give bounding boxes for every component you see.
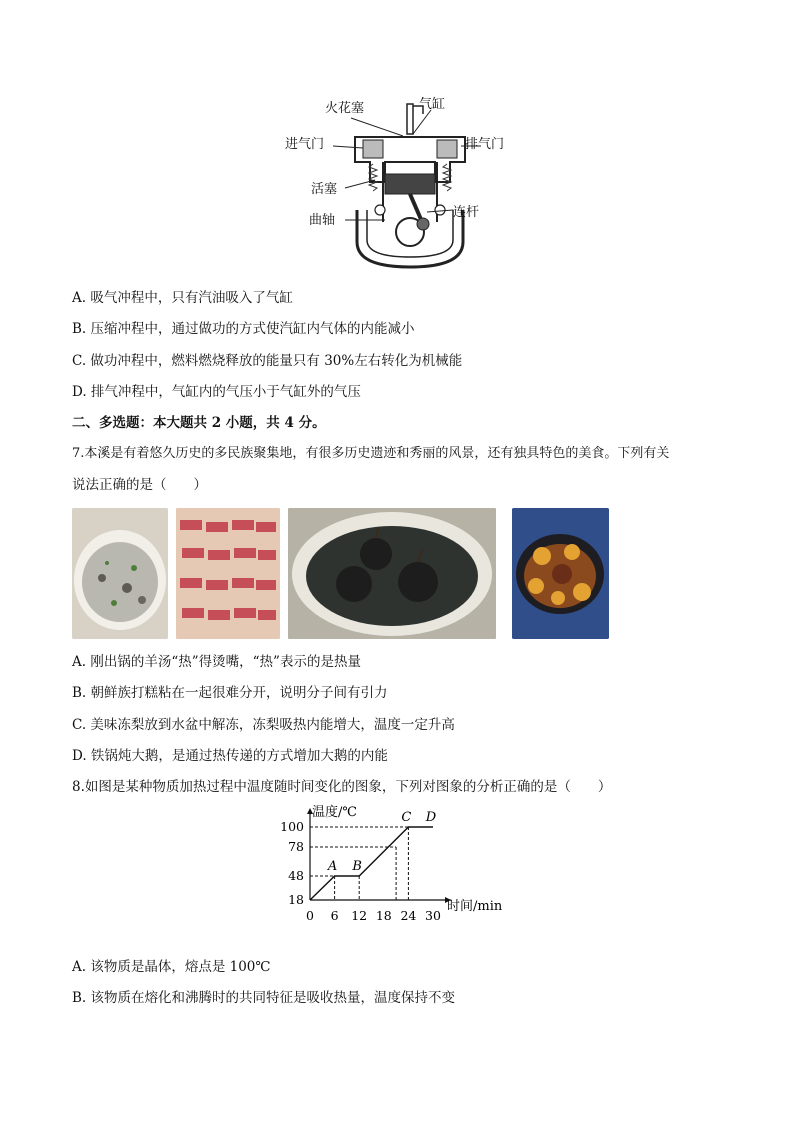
photo-mutton-soup <box>72 508 168 639</box>
q6-option-c: C. 做功冲程中，燃料燃烧释放的能量只有 30%左右转化为机械能 <box>72 353 463 369</box>
q6-option-b: B. 压缩冲程中，通过做功的方式使汽缸内气体的内能减小 <box>72 321 415 337</box>
section-title: 二、多选题：本大题共 2 小题，共 4 分。 <box>72 415 326 431</box>
label-intake-valve: 进气门 <box>285 137 325 152</box>
q6-option-d: D. 排气冲程中，气缸内的气压小于气缸外的气压 <box>72 384 361 400</box>
label-spark-plug: 火花塞 <box>325 101 365 116</box>
point-label-a: A <box>327 859 338 874</box>
x-tick-label: 24 <box>400 908 417 923</box>
q8-stem: 8.如图是某种物质加热过程中温度随时间变化的图象，下列对图象的分析正确的是（ ） <box>72 779 612 795</box>
point-label-d: D <box>425 810 437 825</box>
chart-svg <box>278 800 518 930</box>
y-axis-label: 温度/℃ <box>312 805 357 820</box>
q7-option-a: A. 刚出锅的羊汤“热”得烫嘴，“热”表示的是热量 <box>72 654 361 670</box>
y-tick-label: 100 <box>280 819 304 834</box>
y-tick-label: 48 <box>288 868 304 883</box>
q7-option-d: D. 铁锅炖大鹅，是通过热传递的方式增加大鹅的内能 <box>72 748 388 764</box>
q7-option-b: B. 朝鲜族打糕粘在一起很难分开，说明分子间有引力 <box>72 685 388 701</box>
label-crankshaft: 曲轴 <box>309 213 336 228</box>
engine-figure <box>285 92 525 272</box>
photo-frozen-pears <box>288 508 496 639</box>
x-axis-label: 时间/min <box>447 899 503 914</box>
x-tick-label: 30 <box>425 908 441 923</box>
x-tick-label: 6 <box>330 908 339 923</box>
photo-rice-cake <box>176 508 280 639</box>
point-label-c: C <box>401 810 412 825</box>
photo-iron-pot-goose <box>512 508 609 639</box>
point-label-b: B <box>352 859 362 874</box>
y-tick-label: 18 <box>288 892 304 907</box>
y-tick-label: 78 <box>288 839 304 854</box>
q7-stem-line2: 说法正确的是（ ） <box>72 477 207 493</box>
label-cylinder: 气缸 <box>419 97 446 112</box>
label-exhaust-valve: 排气门 <box>465 137 505 152</box>
q8-option-a: A. 该物质是晶体，熔点是 100℃ <box>72 959 271 975</box>
x-tick-label: 18 <box>375 908 392 923</box>
q6-option-a: A. 吸气冲程中，只有汽油吸入了气缸 <box>72 290 293 306</box>
x-tick-label: 0 <box>306 908 314 923</box>
label-connecting-rod: 连杆 <box>453 205 480 220</box>
q7-stem-line1: 7.本溪是有着悠久历史的多民族聚集地，有很多历史遗迹和秀丽的风景，还有独具特色的美食。下列有关 <box>72 446 670 461</box>
temperature-time-chart <box>278 800 518 930</box>
q7-option-c: C. 美味冻梨放到水盆中解冻，冻梨吸热内能增大，温度一定升高 <box>72 717 455 733</box>
label-piston: 活塞 <box>311 182 338 197</box>
q8-option-b: B. 该物质在熔化和沸腾时的共同特征是吸收热量，温度保持不变 <box>72 990 456 1006</box>
x-tick-label: 12 <box>351 908 368 923</box>
